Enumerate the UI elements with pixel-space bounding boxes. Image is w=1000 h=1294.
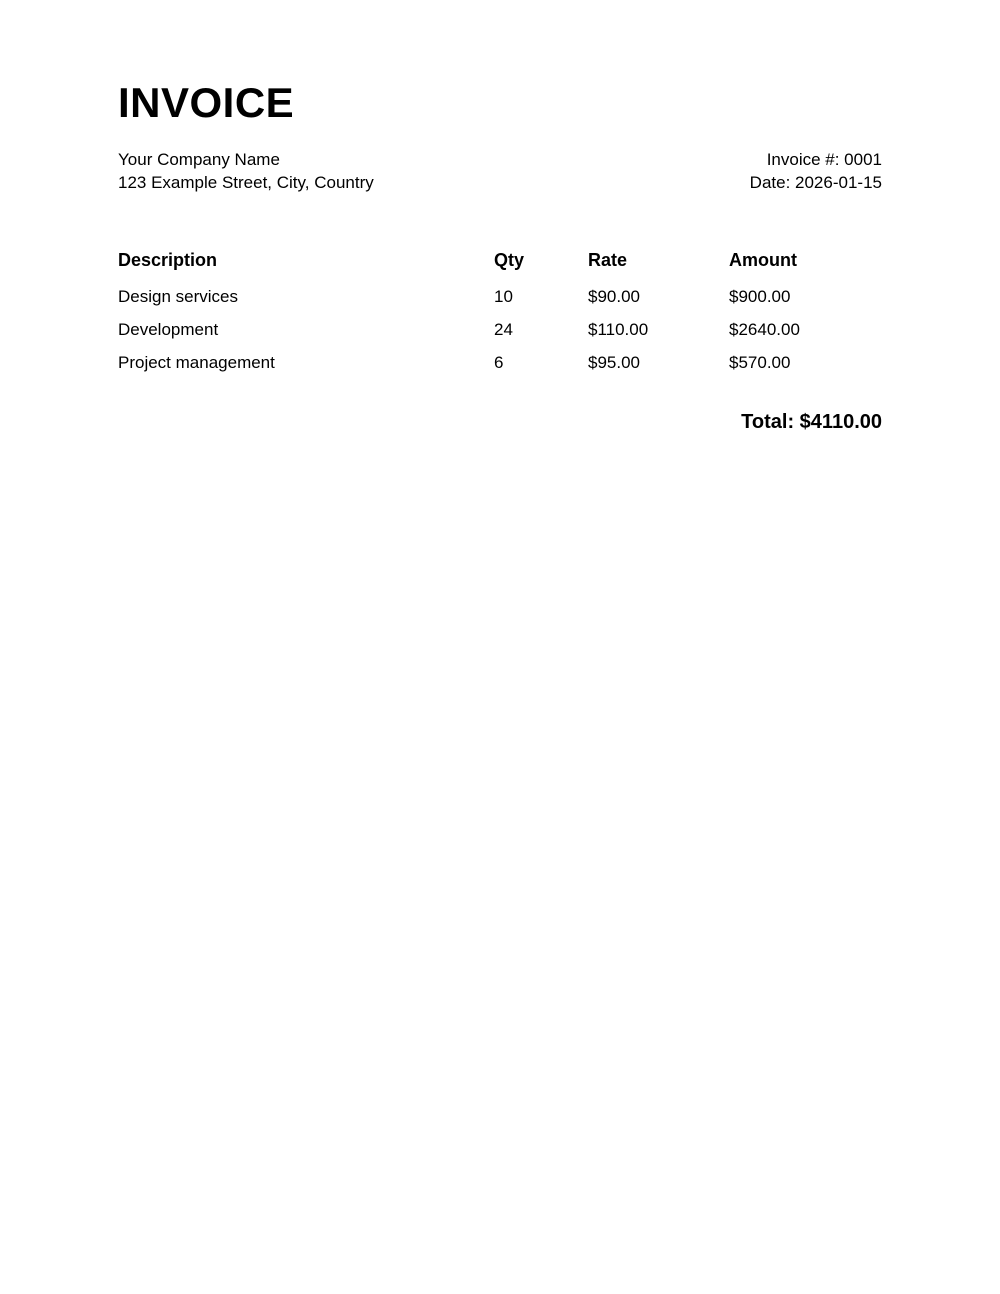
row-description: Development [118, 319, 219, 339]
header-description: Description [118, 250, 218, 270]
row-amount: $2640.00 [729, 319, 800, 339]
invoice-meta [750, 148, 882, 194]
invoice-total: Total: $4110.00 [741, 411, 882, 433]
invoice-title: INVOICE [118, 79, 295, 126]
table-header-row [118, 250, 882, 280]
table-row [118, 280, 882, 313]
invoice-number: Invoice #: 0001 [766, 150, 882, 169]
row-amount: $900.00 [729, 286, 791, 306]
row-qty: 24 [494, 319, 513, 339]
row-rate: $110.00 [588, 319, 649, 339]
table-row [118, 313, 882, 346]
company-name: Your Company Name [118, 150, 280, 169]
header-qty: Qty [494, 250, 525, 270]
row-amount: $570.00 [729, 352, 791, 372]
row-rate: $95.00 [588, 352, 640, 372]
header-rate: Rate [588, 250, 628, 270]
row-description: Design services [118, 286, 238, 306]
row-rate: $90.00 [588, 286, 640, 306]
header-amount: Amount [729, 250, 797, 270]
row-description: Project management [118, 352, 275, 372]
line-items-table [118, 250, 882, 379]
invoice-date: Date: 2026-01-15 [749, 173, 882, 192]
company-info [118, 148, 374, 194]
row-qty: 10 [494, 286, 513, 306]
table-row [118, 346, 882, 379]
company-address: 123 Example Street, City, Country [118, 173, 374, 192]
row-qty: 6 [494, 352, 504, 372]
